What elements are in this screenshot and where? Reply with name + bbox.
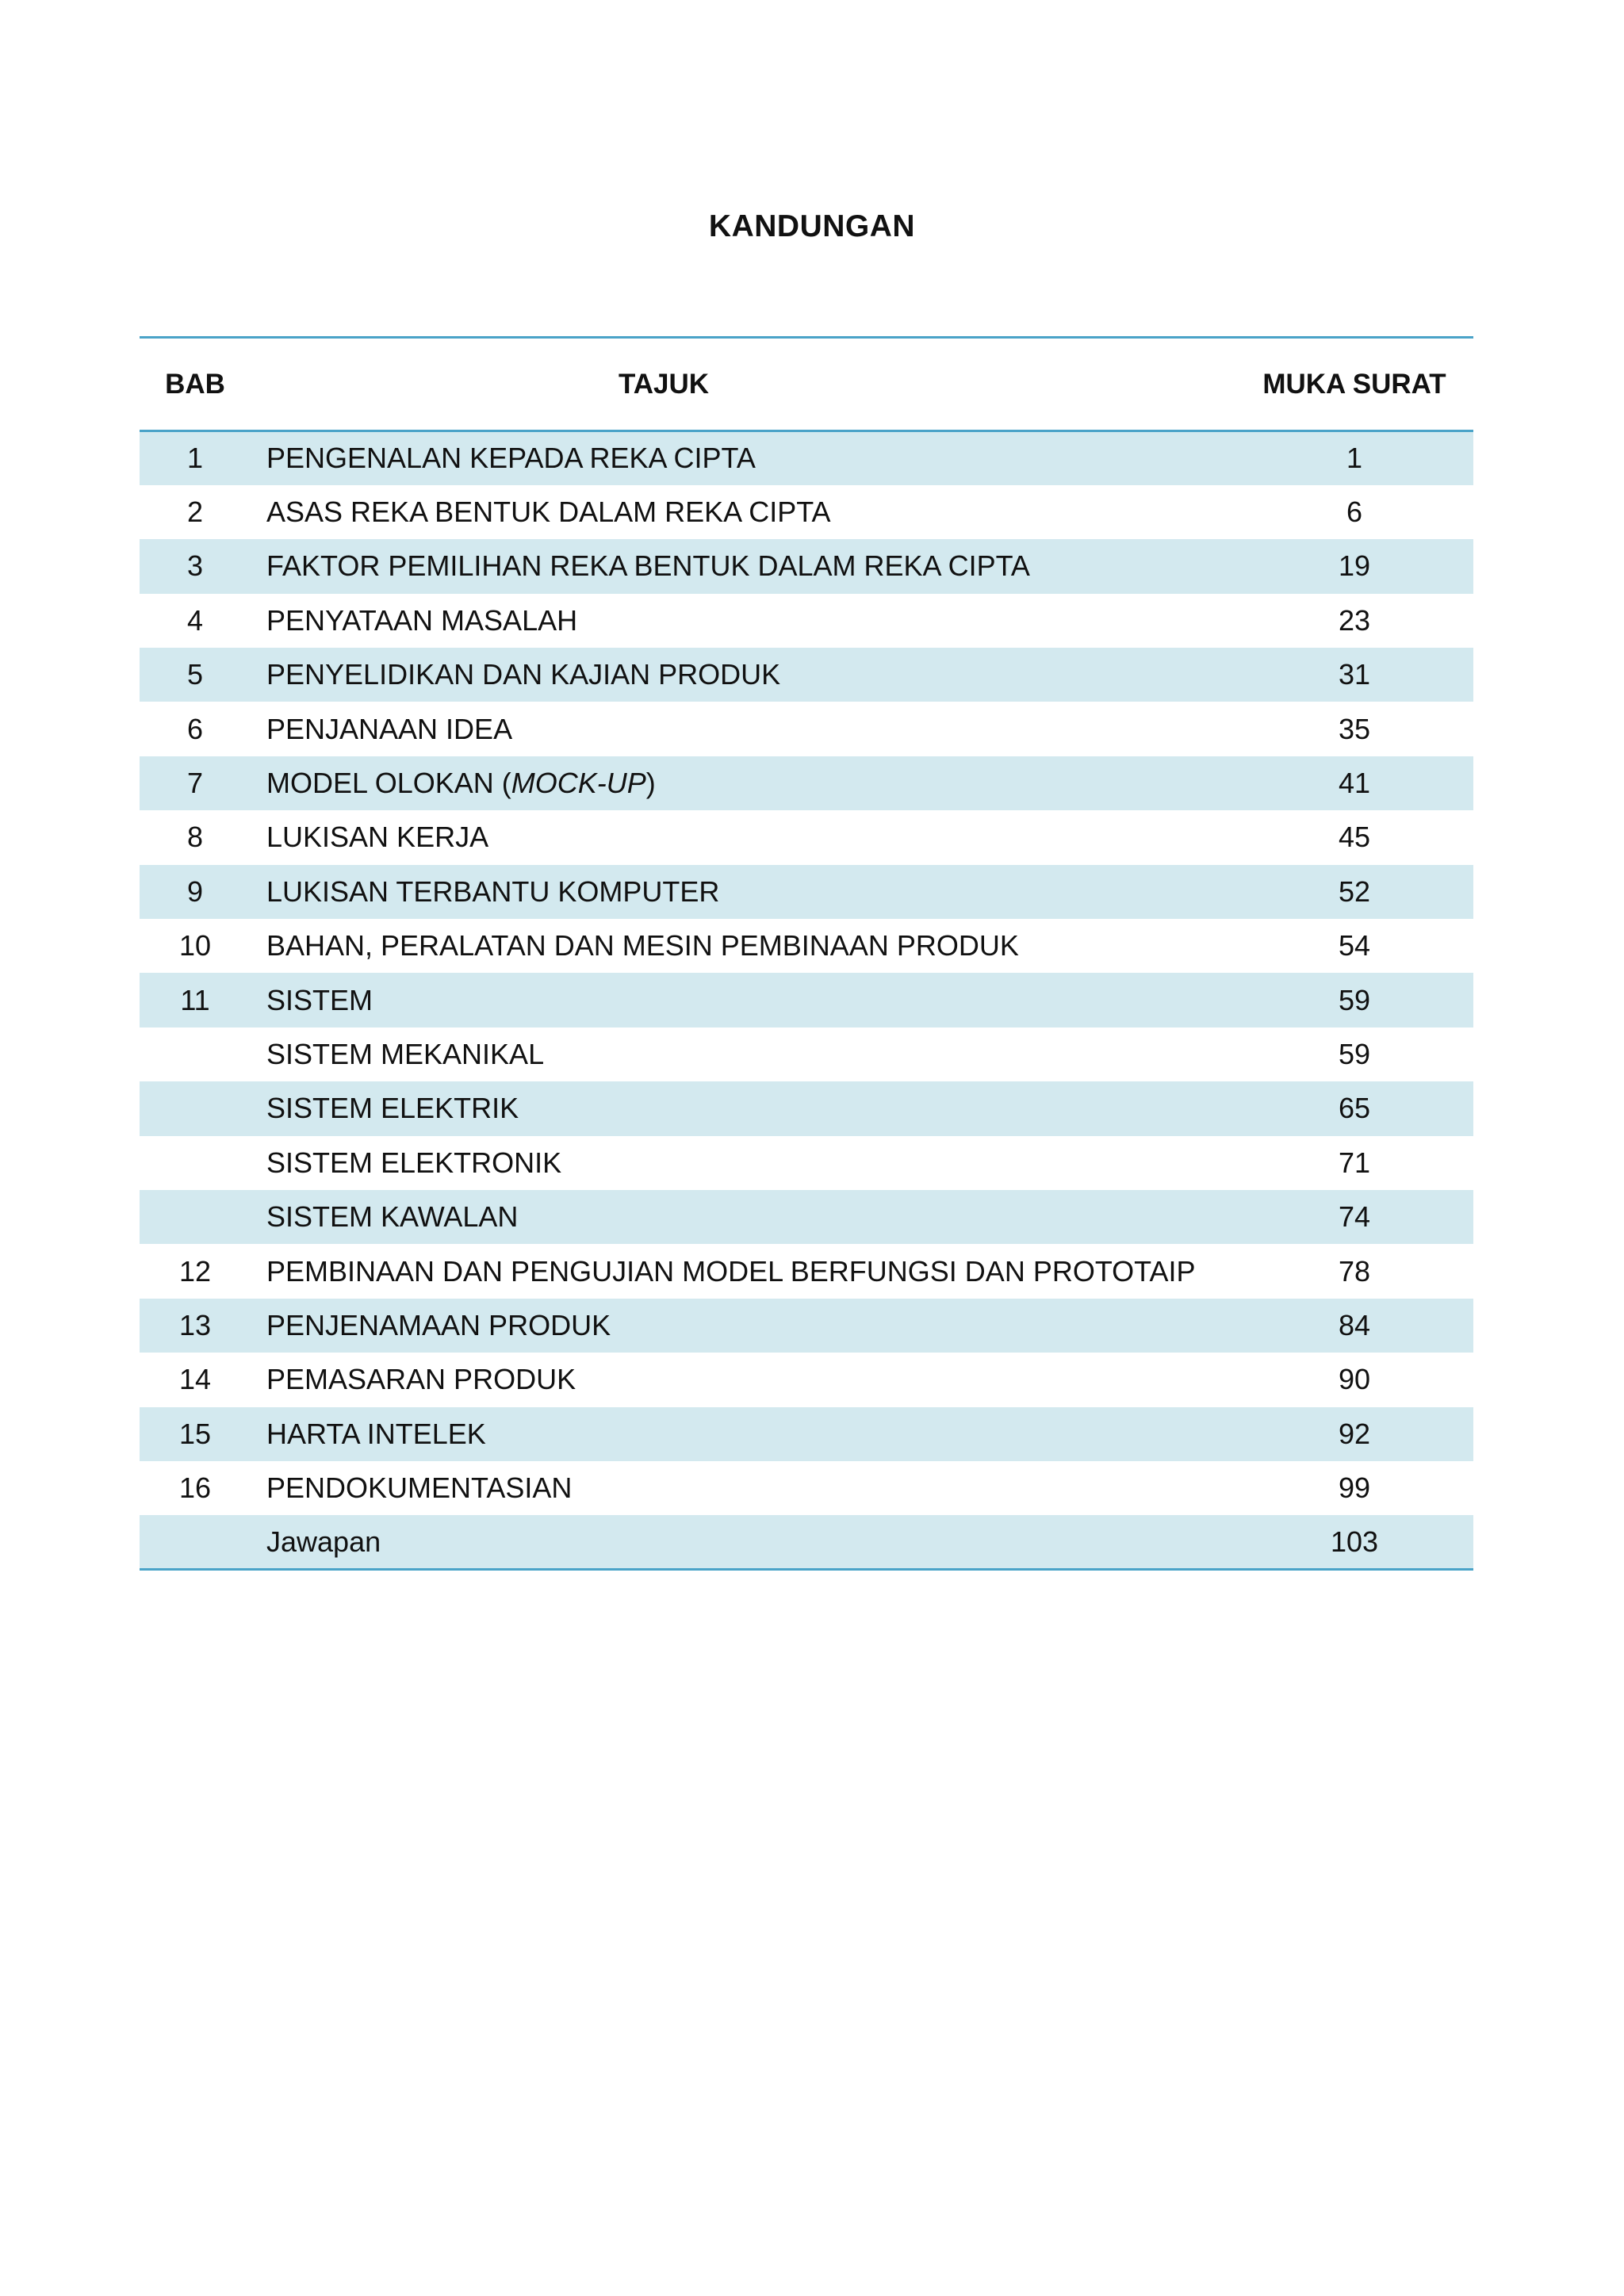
table-row (140, 1299, 1473, 1353)
row-muka-surat: 19 (1338, 549, 1371, 583)
row-tajuk-text: MODEL OLOKAN ( (266, 767, 511, 800)
row-tajuk: LUKISAN TERBANTU KOMPUTER (266, 874, 720, 908)
row-bab: 12 (178, 1254, 212, 1288)
row-bab: 16 (178, 1471, 212, 1505)
row-muka-surat: 103 (1330, 1525, 1379, 1558)
table-row (140, 1081, 1473, 1135)
row-muka-surat: 54 (1338, 929, 1371, 962)
row-muka-surat: 31 (1338, 658, 1371, 691)
row-tajuk: PENGENALAN KEPADA REKA CIPTA (266, 442, 756, 475)
row-bab (140, 1136, 251, 1190)
row-bab: 2 (186, 496, 204, 529)
table-row (140, 1136, 1473, 1190)
row-bab: 1 (186, 442, 204, 475)
row-muka-surat: 45 (1338, 821, 1371, 854)
table-row (140, 594, 1473, 648)
row-tajuk: HARTA INTELEK (266, 1417, 486, 1450)
table-row (140, 485, 1473, 539)
header-tajuk: TAJUK (618, 368, 710, 400)
row-tajuk: PENJENAMAAN PRODUK (266, 1308, 611, 1341)
row-muka-surat: 92 (1338, 1417, 1371, 1450)
row-bab (140, 1190, 251, 1244)
row-muka-surat: 6 (1346, 496, 1363, 529)
header-muka-surat: MUKA SURAT (1262, 368, 1446, 400)
row-bab: 4 (186, 603, 204, 637)
row-tajuk: BAHAN, PERALATAN DAN MESIN PEMBINAAN PRODUK (266, 929, 1019, 962)
row-tajuk-italic: MOCK-UP (511, 767, 646, 800)
row-muka-surat: 99 (1338, 1471, 1371, 1505)
row-bab: 15 (178, 1417, 212, 1450)
row-tajuk: PENYATAAN MASALAH (266, 603, 578, 637)
page-title: KANDUNGAN (708, 209, 916, 243)
row-bab: 3 (186, 549, 204, 583)
row-muka-surat: 74 (1338, 1200, 1371, 1234)
table-row (140, 1190, 1473, 1244)
table-row (140, 973, 1473, 1027)
row-muka-surat: 78 (1338, 1254, 1371, 1288)
row-bab: 10 (178, 929, 212, 962)
table-row (140, 865, 1473, 919)
table-row (140, 810, 1473, 864)
row-bab (140, 1515, 251, 1569)
table-of-contents (140, 336, 1473, 1571)
table-row (140, 702, 1473, 756)
row-muka-surat: 65 (1338, 1092, 1371, 1125)
row-tajuk-after: ) (645, 767, 656, 800)
row-bab: 14 (178, 1363, 212, 1396)
row-muka-surat: 71 (1338, 1146, 1371, 1179)
row-bab: 5 (186, 658, 204, 691)
header-row (140, 338, 1473, 431)
row-tajuk: SISTEM MEKANIKAL (266, 1037, 545, 1070)
table-row (140, 1461, 1473, 1515)
table-row (140, 919, 1473, 973)
row-tajuk: LUKISAN KERJA (266, 821, 489, 854)
row-tajuk: Jawapan (266, 1525, 381, 1558)
table-row (140, 1244, 1473, 1298)
table-row (140, 1515, 1473, 1569)
row-muka-surat: 23 (1338, 603, 1371, 637)
table-row (140, 1353, 1473, 1406)
table-row (140, 648, 1473, 702)
row-bab: 7 (186, 767, 204, 800)
row-bab (140, 1027, 251, 1081)
row-tajuk: ASAS REKA BENTUK DALAM REKA CIPTA (266, 496, 831, 529)
row-bab: 13 (178, 1308, 212, 1341)
row-tajuk: SISTEM ELEKTRONIK (266, 1146, 562, 1179)
table-row (140, 756, 1473, 810)
row-muka-surat: 84 (1338, 1308, 1371, 1341)
row-muka-surat: 90 (1338, 1363, 1371, 1396)
row-muka-surat: 52 (1338, 874, 1371, 908)
row-tajuk: PENJANAAN IDEA (266, 712, 513, 745)
row-tajuk: PENDOKUMENTASIAN (266, 1471, 573, 1505)
table-row (140, 539, 1473, 593)
row-muka-surat: 41 (1338, 767, 1371, 800)
table-row (140, 1027, 1473, 1081)
row-bab: 9 (186, 874, 204, 908)
table-header (140, 338, 1473, 431)
row-tajuk: SISTEM ELEKTRIK (266, 1092, 519, 1125)
row-tajuk: SISTEM (266, 983, 373, 1016)
row-muka-surat: 59 (1338, 1037, 1371, 1070)
row-bab: 8 (186, 821, 204, 854)
row-bab: 6 (186, 712, 204, 745)
row-tajuk: PEMASARAN PRODUK (266, 1363, 576, 1396)
row-tajuk (251, 756, 1235, 810)
row-tajuk: FAKTOR PEMILIHAN REKA BENTUK DALAM REKA CIPTA (266, 549, 1030, 583)
row-tajuk: PENYELIDIKAN DAN KAJIAN PRODUK (266, 658, 781, 691)
table-row (140, 1407, 1473, 1461)
row-bab: 11 (180, 983, 210, 1016)
row-muka-surat: 35 (1338, 712, 1371, 745)
table-body (140, 431, 1473, 1570)
row-tajuk: PEMBINAAN DAN PENGUJIAN MODEL BERFUNGSI DAN PROTOTAIP (266, 1254, 1196, 1288)
row-muka-surat: 59 (1338, 983, 1371, 1016)
table-row (140, 431, 1473, 485)
row-muka-surat: 1 (1346, 442, 1363, 475)
header-bab: BAB (165, 368, 225, 400)
row-bab (140, 1081, 251, 1135)
row-tajuk: SISTEM KAWALAN (266, 1200, 519, 1234)
